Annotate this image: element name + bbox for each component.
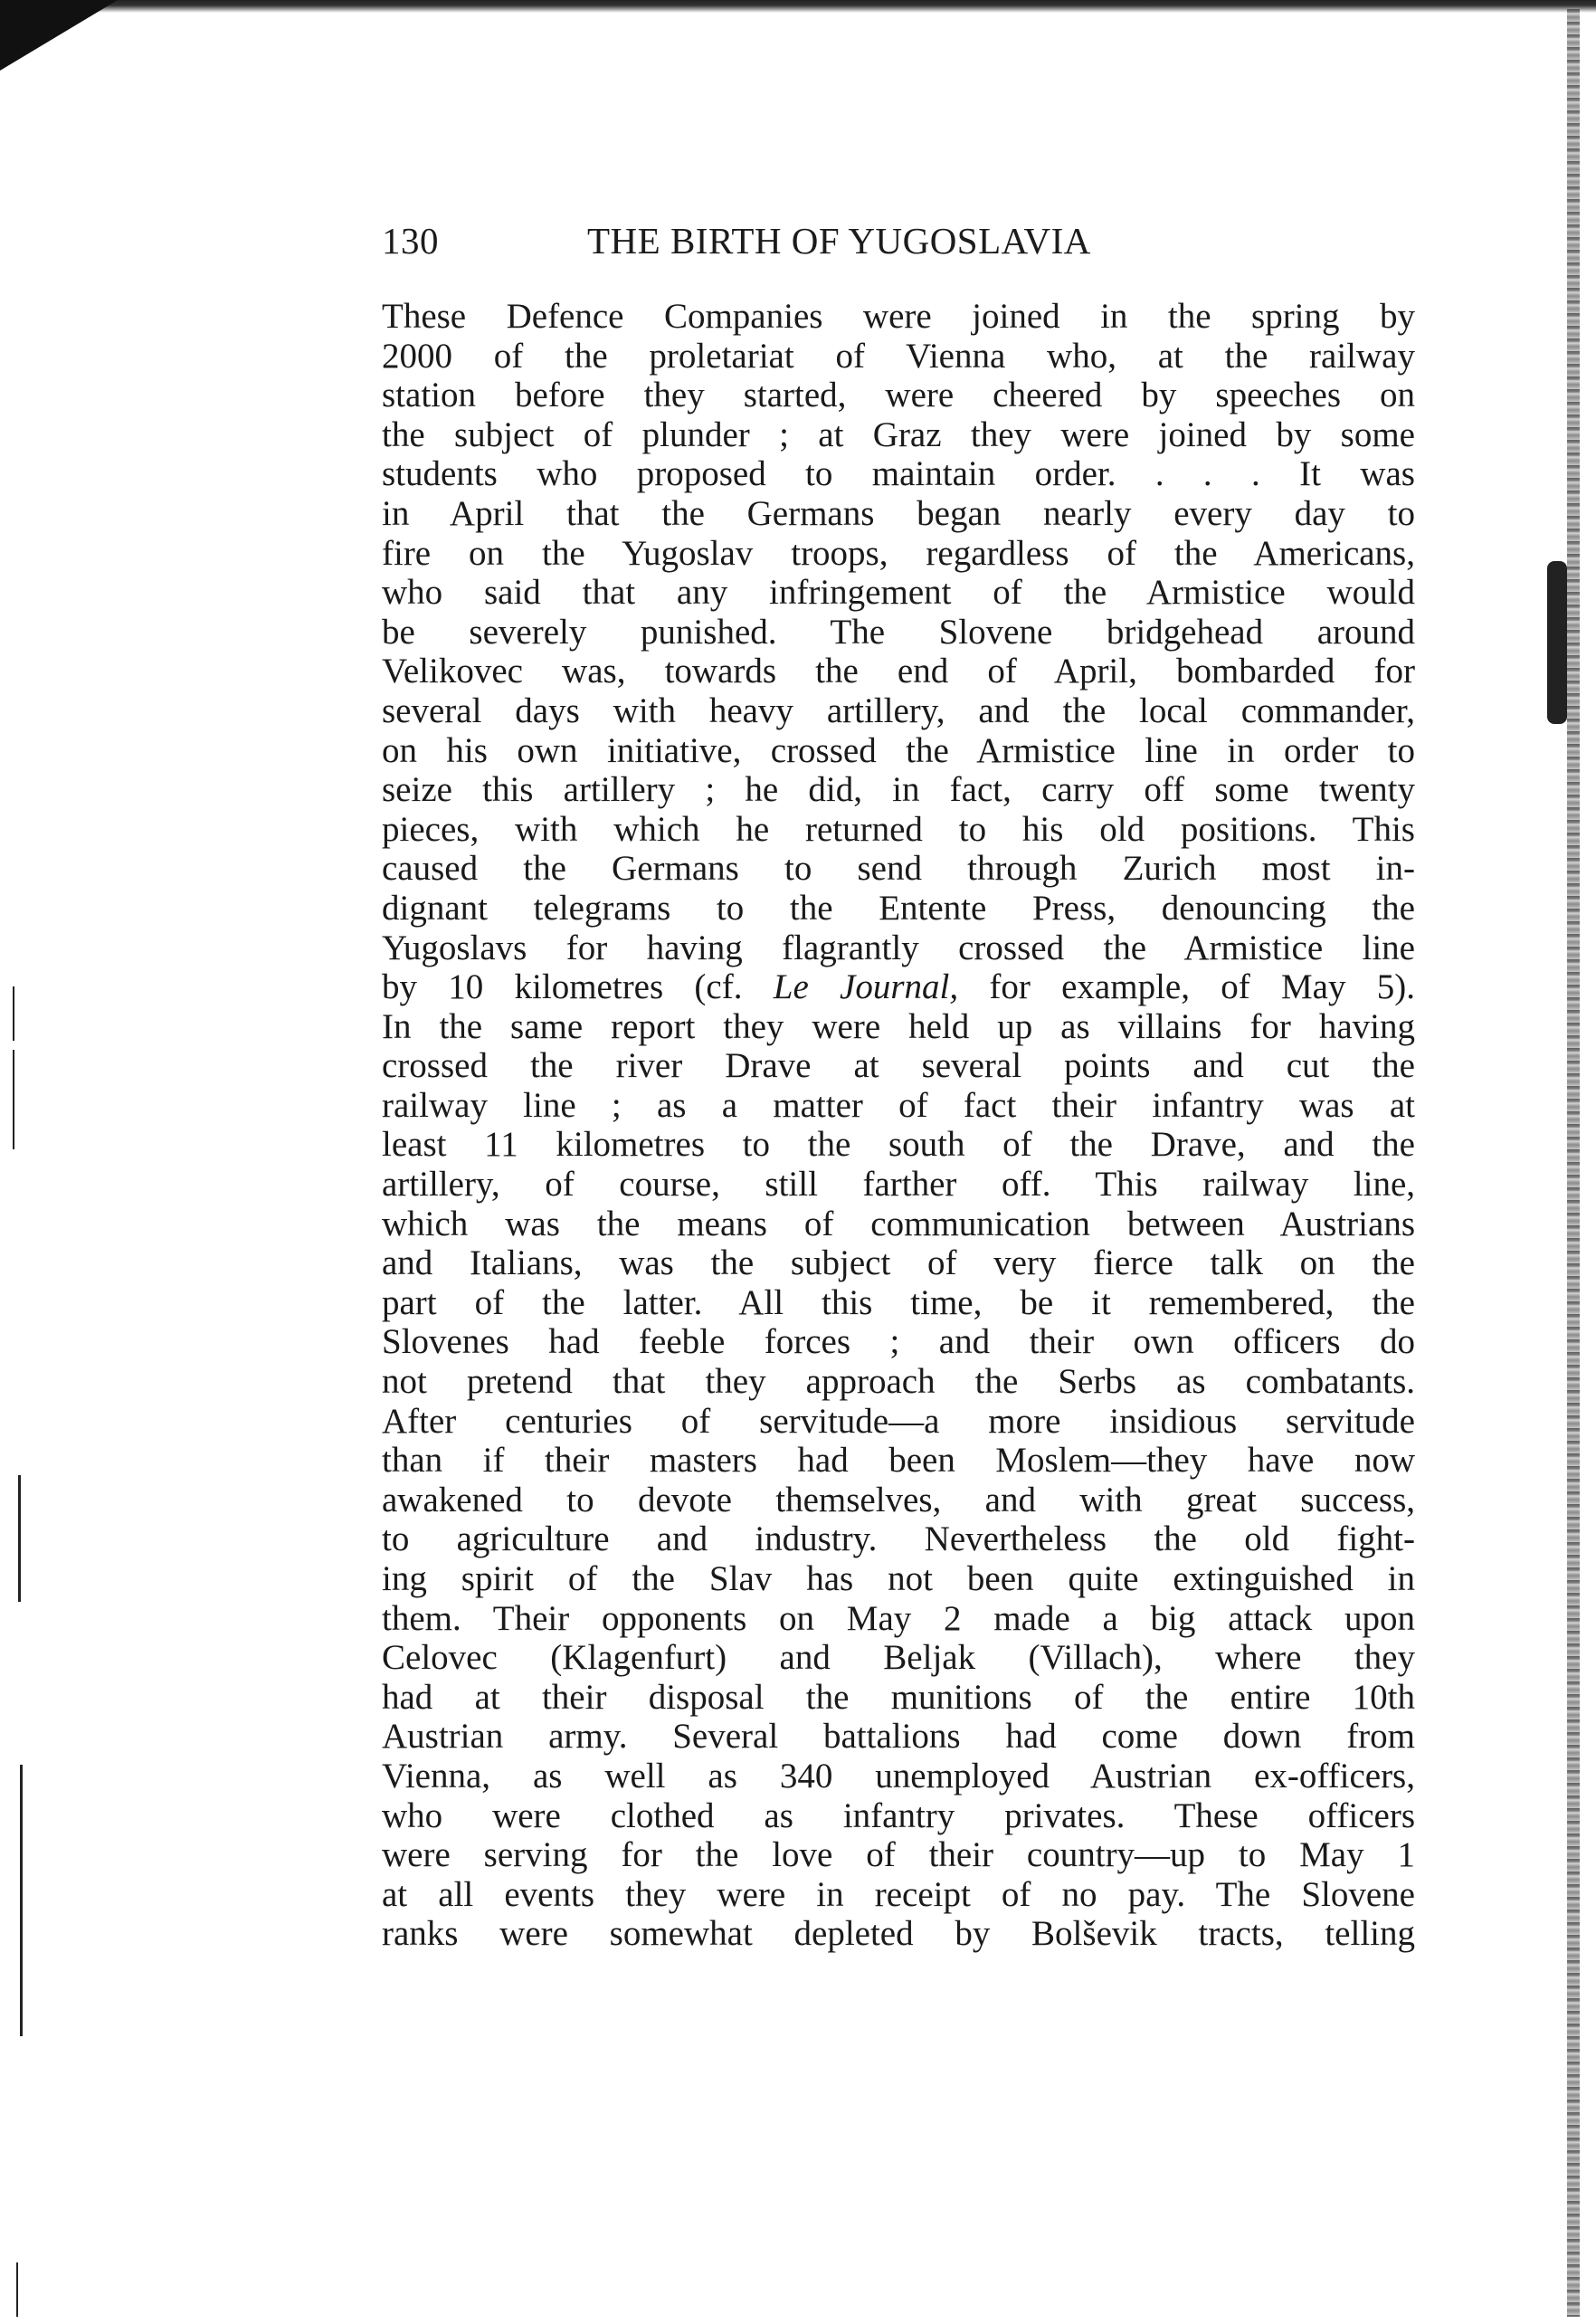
text-line: Vienna, as well as 340 unemployed Austrian ex-officers, xyxy=(382,1756,1415,1795)
text-line: least 11 kilometres to the south of the Drave, and the xyxy=(382,1125,1415,1165)
scan-mark-right-blot xyxy=(1547,561,1567,724)
text-line: artillery, of course, still farther off. This railway line, xyxy=(382,1165,1415,1205)
running-title: THE BIRTH OF YUGOSLAVIA xyxy=(587,220,1091,262)
line-lead: by 10 kilometres (cf. xyxy=(382,967,774,1007)
page-header xyxy=(382,219,1422,270)
text-line: than if their masters had been Moslem—they have now xyxy=(382,1441,1415,1481)
text-line: students who proposed to maintain order. . . . It was xyxy=(382,454,1415,494)
text-line: Velikovec was, towards the end of April, bombarded for xyxy=(382,652,1415,691)
text-line: Celovec (Klagenfurt) and Beljak (Villach), where they xyxy=(382,1638,1415,1678)
text-line: the subject of plunder ; at Graz they were joined by some xyxy=(382,414,1415,454)
scan-mark-left-4 xyxy=(20,1765,23,2036)
text-line: fire on the Yugoslav troops, regardless of the Americans, xyxy=(382,533,1415,573)
text-line: not pretend that they approach the Serbs as combatants. xyxy=(382,1362,1415,1402)
text-line: at all events they were in receipt of no pay. The Slovene xyxy=(382,1874,1415,1914)
text-line: In the same report they were held up as villains for having xyxy=(382,1006,1415,1046)
text-line: Austrian army. Several battalions had come down from xyxy=(382,1717,1415,1757)
text-line: ranks were somewhat depleted by Bolševik tracts, telling xyxy=(382,1914,1415,1954)
text-line: seize this artillery ; he did, in fact, carry off some twenty xyxy=(382,770,1415,810)
text-line: These Defence Companies were joined in the spring by xyxy=(382,297,1415,336)
line-tail: for example, of May 5). xyxy=(958,967,1415,1007)
text-line: be severely punished. The Slovene bridgehead around xyxy=(382,612,1415,652)
text-line: who said that any infringement of the Armistice would xyxy=(382,573,1415,613)
text-line: which was the means of communication between Austrians xyxy=(382,1204,1415,1243)
body-text xyxy=(382,297,1415,1954)
text-line: 2000 of the proletariat of Vienna who, at the railway xyxy=(382,336,1415,376)
text-line: station before they started, were cheered by speeches on xyxy=(382,376,1415,415)
text-line: ing spirit of the Slav has not been quite extinguished in xyxy=(382,1559,1415,1598)
text-line: several days with heavy artillery, and the local commander, xyxy=(382,691,1415,730)
text-line: railway line ; as a matter of fact their infantry was at xyxy=(382,1085,1415,1125)
text-line: had at their disposal the munitions of the entire 10th xyxy=(382,1677,1415,1717)
page-number: 130 xyxy=(382,220,439,262)
scan-mark-left-5 xyxy=(16,2262,18,2317)
scan-top-edge xyxy=(0,0,1596,13)
scan-mark-left-2 xyxy=(13,1050,14,1149)
text-line: Slovenes had feeble forces ; and their own officers do xyxy=(382,1322,1415,1362)
text-line: who were clothed as infantry privates. These officers xyxy=(382,1795,1415,1835)
text-line: crossed the river Drave at several points and cut the xyxy=(382,1046,1415,1086)
text-line: were serving for the love of their country—up to May 1 xyxy=(382,1835,1415,1875)
text-line: them. Their opponents on May 2 made a big attack upon xyxy=(382,1598,1415,1638)
text-line: pieces, with which he returned to his old positions. This xyxy=(382,809,1415,849)
text-line: After centuries of servitude—a more insidious servitude xyxy=(382,1401,1415,1441)
text-line: on his own initiative, crossed the Armistice line in order to xyxy=(382,730,1415,770)
scan-corner-shadow xyxy=(0,0,118,71)
text-line-with-citation xyxy=(382,967,1415,1007)
text-line: and Italians, was the subject of very fierce talk on the xyxy=(382,1243,1415,1283)
text-line: in April that the Germans began nearly every day to xyxy=(382,493,1415,533)
scan-mark-left-3 xyxy=(18,1475,21,1602)
text-line: awakened to devote themselves, and with great success, xyxy=(382,1480,1415,1519)
citation-italic: Le Journal, xyxy=(773,967,959,1007)
text-line: to agriculture and industry. Nevertheless the old fight- xyxy=(382,1519,1415,1559)
text-line: dignant telegrams to the Entente Press, denouncing the xyxy=(382,888,1415,928)
text-line: part of the latter. All this time, be it remembered, the xyxy=(382,1282,1415,1322)
scan-right-edge xyxy=(1567,9,1580,2317)
scan-mark-left-1 xyxy=(13,986,14,1041)
text-line: caused the Germans to send through Zurich most in- xyxy=(382,849,1415,889)
text-line: Yugoslavs for having flagrantly crossed the Armistice line xyxy=(382,928,1415,967)
